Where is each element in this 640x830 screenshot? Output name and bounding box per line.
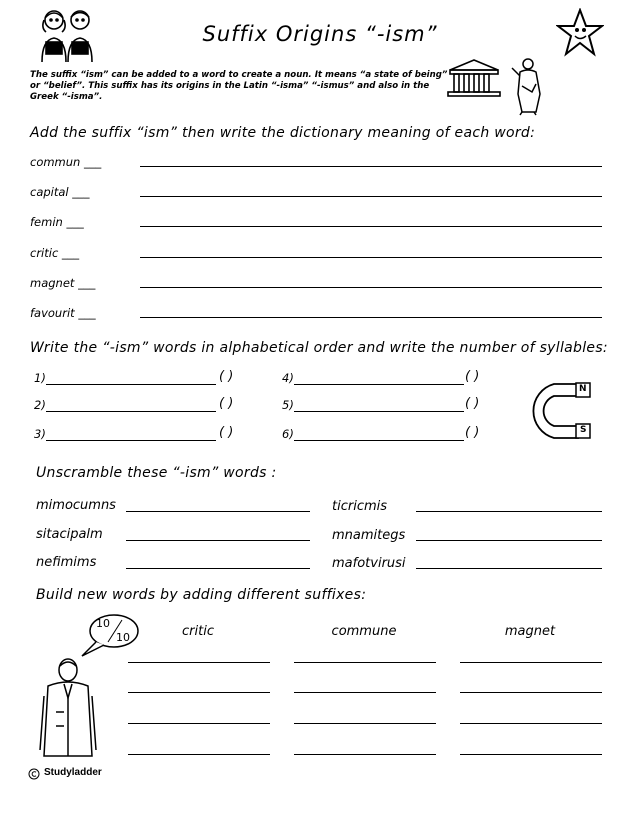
section4-heading: Build new words by adding different suffixes: bbox=[36, 587, 367, 603]
answer-line[interactable] bbox=[46, 440, 216, 441]
businessman-icon bbox=[36, 656, 102, 760]
answer-line[interactable] bbox=[126, 511, 310, 512]
scrambled-word: ticricmis bbox=[332, 499, 388, 514]
answer-line[interactable] bbox=[140, 257, 602, 258]
answer-line[interactable] bbox=[140, 196, 602, 197]
order-number: 5) bbox=[282, 398, 294, 412]
answer-line[interactable] bbox=[416, 540, 602, 541]
order-number: 6) bbox=[282, 427, 294, 441]
answer-line[interactable] bbox=[416, 568, 602, 569]
answer-line[interactable] bbox=[294, 384, 464, 385]
order-number: 4) bbox=[282, 371, 294, 385]
greek-temple-icon bbox=[446, 58, 502, 98]
syllable-box[interactable]: ( ) bbox=[465, 425, 480, 440]
copyright-text: Studyladder bbox=[44, 767, 102, 778]
syllable-box[interactable]: ( ) bbox=[219, 396, 234, 411]
section1-word: favourit ___ bbox=[30, 306, 96, 320]
scrambled-word: nefimims bbox=[36, 555, 97, 570]
syllable-box[interactable]: ( ) bbox=[465, 369, 480, 384]
order-number: 3) bbox=[34, 427, 46, 441]
answer-line[interactable] bbox=[128, 662, 270, 663]
answer-line[interactable] bbox=[140, 166, 602, 167]
copyright-icon bbox=[28, 768, 40, 780]
column-header-critic: critic bbox=[182, 624, 214, 639]
scrambled-word: mafotvirusi bbox=[332, 556, 406, 571]
section1-word: magnet ___ bbox=[30, 276, 96, 290]
answer-line[interactable] bbox=[126, 540, 310, 541]
answer-line[interactable] bbox=[140, 317, 602, 318]
page-title: Suffix Origins “-ism” bbox=[202, 22, 438, 46]
section1-word: commun ___ bbox=[30, 155, 102, 169]
order-number: 1) bbox=[34, 371, 46, 385]
section1-heading: Add the suffix “ism” then write the dictionary meaning of each word: bbox=[30, 125, 536, 141]
score-top: 10 bbox=[96, 617, 110, 630]
answer-line[interactable] bbox=[294, 723, 436, 724]
answer-line[interactable] bbox=[126, 568, 310, 569]
answer-line[interactable] bbox=[46, 411, 216, 412]
magnet-icon bbox=[522, 380, 594, 442]
answer-line[interactable] bbox=[128, 754, 270, 755]
score-bottom: 10 bbox=[116, 631, 130, 644]
scrambled-word: mnamitegs bbox=[332, 528, 406, 543]
answer-line[interactable] bbox=[460, 754, 602, 755]
answer-line[interactable] bbox=[294, 440, 464, 441]
scrambled-word: mimocumns bbox=[36, 498, 116, 513]
answer-line[interactable] bbox=[128, 723, 270, 724]
greek-man-icon bbox=[508, 56, 546, 116]
answer-line[interactable] bbox=[46, 384, 216, 385]
answer-line[interactable] bbox=[140, 226, 602, 227]
answer-line[interactable] bbox=[460, 692, 602, 693]
order-number: 2) bbox=[34, 398, 46, 412]
section1-word: femin ___ bbox=[30, 215, 84, 229]
column-header-commune: commune bbox=[331, 624, 397, 639]
answer-line[interactable] bbox=[140, 287, 602, 288]
answer-line[interactable] bbox=[294, 754, 436, 755]
magnet-north-label: N bbox=[579, 384, 587, 394]
column-header-magnet: magnet bbox=[504, 624, 556, 639]
intro-text: The suffix “ism” can be added to a word to create a noun. It means “a state of being” or “belief”. This suffix has its origins in the Latin “-isma” “-ismus” and also in the Greek “-isma”. bbox=[30, 70, 448, 102]
section2-heading: Write the “-ism” words in alphabetical order and write the number of syllables: bbox=[30, 340, 608, 356]
section3-heading: Unscramble these “-ism” words : bbox=[36, 465, 277, 481]
answer-line[interactable] bbox=[294, 692, 436, 693]
scrambled-word: sitacipalm bbox=[36, 527, 103, 542]
syllable-box[interactable]: ( ) bbox=[219, 425, 234, 440]
syllable-box[interactable]: ( ) bbox=[219, 369, 234, 384]
syllable-box[interactable]: ( ) bbox=[465, 396, 480, 411]
answer-line[interactable] bbox=[294, 411, 464, 412]
answer-line[interactable] bbox=[294, 662, 436, 663]
magnet-south-label: S bbox=[580, 425, 587, 435]
answer-line[interactable] bbox=[460, 723, 602, 724]
section1-word: critic ___ bbox=[30, 246, 80, 260]
answer-line[interactable] bbox=[416, 511, 602, 512]
section1-word: capital ___ bbox=[30, 185, 90, 199]
star-icon bbox=[556, 8, 604, 58]
answer-line[interactable] bbox=[128, 692, 270, 693]
answer-line[interactable] bbox=[460, 662, 602, 663]
